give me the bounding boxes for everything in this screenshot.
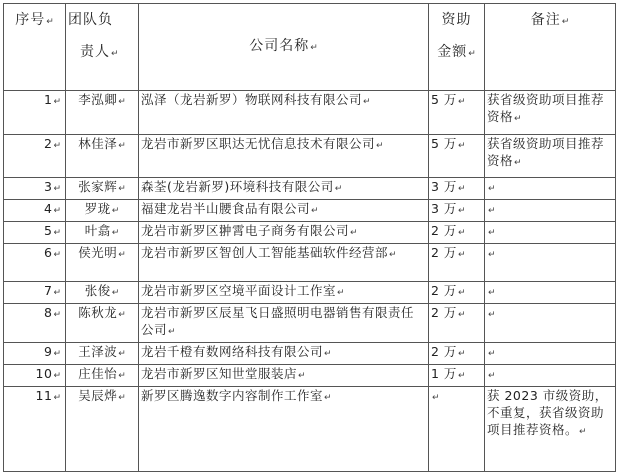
paragraph-mark: ↵ — [457, 227, 466, 238]
row-company — [139, 91, 429, 135]
header-leader: 团队负 责人↵ — [66, 4, 139, 91]
row-note — [485, 365, 616, 387]
row-amount — [429, 282, 485, 304]
paragraph-mark: ↵ — [350, 227, 358, 238]
row-number-text: 7 — [44, 283, 53, 299]
paragraph-mark: ↵ — [488, 184, 496, 195]
paragraph-mark: ↵ — [514, 157, 522, 168]
row-note — [485, 134, 616, 178]
paragraph-mark: ↵ — [457, 140, 466, 151]
row-amount — [429, 303, 485, 342]
table-row — [4, 221, 616, 243]
paragraph-mark: ↵ — [488, 249, 496, 260]
paragraph-mark: ↵ — [488, 227, 496, 238]
row-amount — [429, 221, 485, 243]
row-amount-text: 2 万 — [431, 304, 457, 320]
paragraph-mark: ↵ — [118, 249, 126, 260]
row-number — [4, 178, 66, 200]
row-number — [4, 365, 66, 387]
row-leader-text: 叶翕 — [84, 222, 111, 238]
row-amount-text: 2 万 — [431, 344, 457, 360]
row-amount-text: 1 万 — [431, 366, 457, 382]
paragraph-mark: ↵ — [53, 349, 61, 360]
row-note — [485, 221, 616, 243]
row-amount — [429, 386, 485, 471]
row-number-text: 4 — [44, 201, 53, 217]
row-amount — [429, 243, 485, 281]
paragraph-mark: ↵ — [118, 392, 126, 403]
row-number — [4, 386, 66, 471]
row-leader — [66, 365, 139, 387]
paragraph-mark: ↵ — [53, 288, 61, 299]
row-number-text: 8 — [44, 304, 53, 320]
paragraph-mark: ↵ — [337, 288, 345, 299]
table-row — [4, 343, 616, 365]
row-company — [139, 200, 429, 222]
paragraph-mark: ↵ — [457, 97, 466, 108]
row-company — [139, 343, 429, 365]
table-row — [4, 178, 616, 200]
header-company: 公司名称↵ — [139, 4, 429, 91]
header-note: 备注↵ — [485, 4, 616, 91]
row-company-text: 龙岩千橙有数网络科技有限公司 — [141, 344, 324, 360]
row-amount-text: 2 万 — [431, 283, 457, 299]
paragraph-mark: ↵ — [514, 114, 522, 125]
row-number-text: 2 — [44, 135, 53, 151]
paragraph-mark: ↵ — [311, 206, 319, 217]
row-number-text: 6 — [44, 244, 53, 260]
paragraph-mark: ↵ — [53, 392, 61, 403]
row-company-text: 龙岩市新罗区智创人工智能基础软件经营部 — [141, 244, 389, 260]
row-leader-text: 陈秋龙 — [78, 304, 118, 320]
row-leader — [66, 303, 139, 342]
row-number — [4, 303, 66, 342]
paragraph-mark: ↵ — [363, 97, 371, 108]
row-number — [4, 221, 66, 243]
row-leader-text: 罗珑 — [84, 201, 111, 217]
row-number — [4, 200, 66, 222]
paragraph-mark: ↵ — [324, 349, 332, 360]
row-leader — [66, 134, 139, 178]
paragraph-mark: ↵ — [53, 184, 61, 195]
row-amount — [429, 200, 485, 222]
paragraph-mark: ↵ — [389, 249, 397, 260]
row-leader — [66, 178, 139, 200]
paragraph-mark: ↵ — [376, 140, 384, 151]
row-note-text: 获省级资助项目推荐资格 — [487, 135, 605, 168]
row-amount — [429, 365, 485, 387]
paragraph-mark: ↵ — [111, 227, 120, 238]
paragraph-mark: ↵ — [488, 309, 496, 320]
row-leader-text: 庄佳怡 — [78, 366, 118, 382]
row-leader — [66, 243, 139, 281]
row-leader-text: 王泽波 — [78, 344, 118, 360]
row-note — [485, 178, 616, 200]
paragraph-mark: ↵ — [118, 349, 126, 360]
row-company-text: 森荃(龙岩新罗)环境科技有限公司 — [141, 179, 334, 195]
header-amount: 资助 金额↵ — [429, 4, 485, 91]
paragraph-mark: ↵ — [457, 371, 466, 382]
row-note — [485, 343, 616, 365]
row-number-text: 9 — [44, 344, 53, 360]
table-row — [4, 386, 616, 471]
row-amount-text: 2 万 — [431, 222, 457, 238]
row-company — [139, 178, 429, 200]
table-row — [4, 91, 616, 135]
row-leader-text: 张俊 — [84, 283, 111, 299]
paragraph-mark: ↵ — [118, 371, 126, 382]
row-note-text: 获省级资助项目推荐资格 — [487, 92, 605, 125]
row-number — [4, 134, 66, 178]
row-company-text: 龙岩市新罗区知世堂服装店 — [141, 366, 298, 382]
row-number-text: 10 — [35, 366, 53, 382]
row-company-text: 泓泽（龙岩新罗）物联网科技有限公司 — [141, 92, 363, 108]
paragraph-mark: ↵ — [488, 371, 496, 382]
row-leader-text: 李泓卿 — [78, 92, 118, 108]
row-amount-text: 3 万 — [431, 201, 457, 217]
row-amount-text: 2 万 — [431, 244, 457, 260]
table-row — [4, 282, 616, 304]
row-amount-text: 3 万 — [431, 179, 457, 195]
row-amount-text: 5 万 — [431, 92, 457, 108]
row-company — [139, 303, 429, 342]
row-company-text: 新罗区腾逸数字内容制作工作室 — [141, 387, 324, 403]
row-company-text: 龙岩市新罗区翀霄电子商务有限公司 — [141, 222, 350, 238]
row-company — [139, 221, 429, 243]
row-company — [139, 386, 429, 471]
row-company — [139, 134, 429, 178]
paragraph-mark: ↵ — [457, 309, 466, 320]
table-row — [4, 303, 616, 342]
paragraph-mark: ↵ — [53, 140, 61, 151]
paragraph-mark: ↵ — [118, 184, 126, 195]
paragraph-mark: ↵ — [118, 97, 126, 108]
paragraph-mark: ↵ — [457, 206, 466, 217]
row-company — [139, 282, 429, 304]
paragraph-mark: ↵ — [488, 206, 496, 217]
table-row — [4, 200, 616, 222]
row-number-text: 3 — [44, 179, 53, 195]
table-row — [4, 134, 616, 178]
paragraph-mark: ↵ — [432, 392, 440, 403]
row-company-text: 龙岩市新罗区空境平面设计工作室 — [141, 283, 337, 299]
row-amount — [429, 134, 485, 178]
row-company — [139, 365, 429, 387]
row-leader-text: 吴辰烨 — [78, 387, 118, 403]
row-amount — [429, 178, 485, 200]
row-note — [485, 282, 616, 304]
table-row — [4, 365, 616, 387]
row-note — [485, 91, 616, 135]
row-note-text: 获 2023 市级资助，不重复，获省级资助项目推荐资格。 — [487, 387, 608, 437]
row-number — [4, 91, 66, 135]
row-leader — [66, 282, 139, 304]
paragraph-mark: ↵ — [53, 97, 61, 108]
paragraph-mark: ↵ — [118, 309, 126, 320]
row-leader — [66, 386, 139, 471]
row-company-text: 龙岩市新罗区职达无忧信息技术有限公司 — [141, 135, 376, 151]
paragraph-mark: ↵ — [457, 184, 466, 195]
paragraph-mark: ↵ — [111, 206, 120, 217]
row-number — [4, 343, 66, 365]
paragraph-mark: ↵ — [324, 392, 332, 403]
paragraph-mark: ↵ — [298, 371, 306, 382]
paragraph-mark: ↵ — [118, 140, 126, 151]
paragraph-mark: ↵ — [53, 249, 61, 260]
paragraph-mark: ↵ — [53, 371, 61, 382]
row-number-text: 5 — [44, 222, 53, 238]
paragraph-mark: ↵ — [53, 206, 61, 217]
paragraph-mark: ↵ — [334, 184, 343, 195]
paragraph-mark: ↵ — [488, 288, 496, 299]
paragraph-mark: ↵ — [488, 349, 496, 360]
row-note — [485, 200, 616, 222]
header-row — [4, 4, 616, 91]
row-number-text: 1 — [44, 92, 53, 108]
row-company-text: 福建龙岩半山腰食品有限公司 — [141, 201, 311, 217]
paragraph-mark: ↵ — [53, 227, 61, 238]
paragraph-mark: ↵ — [457, 288, 466, 299]
row-leader-text: 侯光明 — [78, 244, 118, 260]
row-number — [4, 243, 66, 281]
row-leader — [66, 91, 139, 135]
row-amount — [429, 91, 485, 135]
row-leader-text: 张家辉 — [78, 179, 118, 195]
funding-table — [3, 3, 616, 472]
row-leader — [66, 200, 139, 222]
paragraph-mark: ↵ — [457, 249, 466, 260]
paragraph-mark: ↵ — [168, 326, 176, 337]
row-note — [485, 386, 616, 471]
row-leader — [66, 343, 139, 365]
paragraph-mark: ↵ — [111, 288, 120, 299]
paragraph-mark: ↵ — [457, 349, 466, 360]
row-note — [485, 303, 616, 342]
row-company-text: 龙岩市新罗区辰星飞日盛照明电器销售有限责任公司 — [141, 304, 415, 337]
row-number — [4, 282, 66, 304]
paragraph-mark: ↵ — [53, 309, 61, 320]
header-no: 序号↵ — [4, 4, 66, 91]
row-leader-text: 林佳泽 — [78, 135, 118, 151]
table-row — [4, 243, 616, 281]
row-number-text: 11 — [35, 387, 53, 403]
row-amount-text: 5 万 — [431, 135, 457, 151]
row-leader — [66, 221, 139, 243]
row-amount — [429, 343, 485, 365]
row-company — [139, 243, 429, 281]
paragraph-mark: ↵ — [579, 426, 587, 437]
row-note — [485, 243, 616, 281]
